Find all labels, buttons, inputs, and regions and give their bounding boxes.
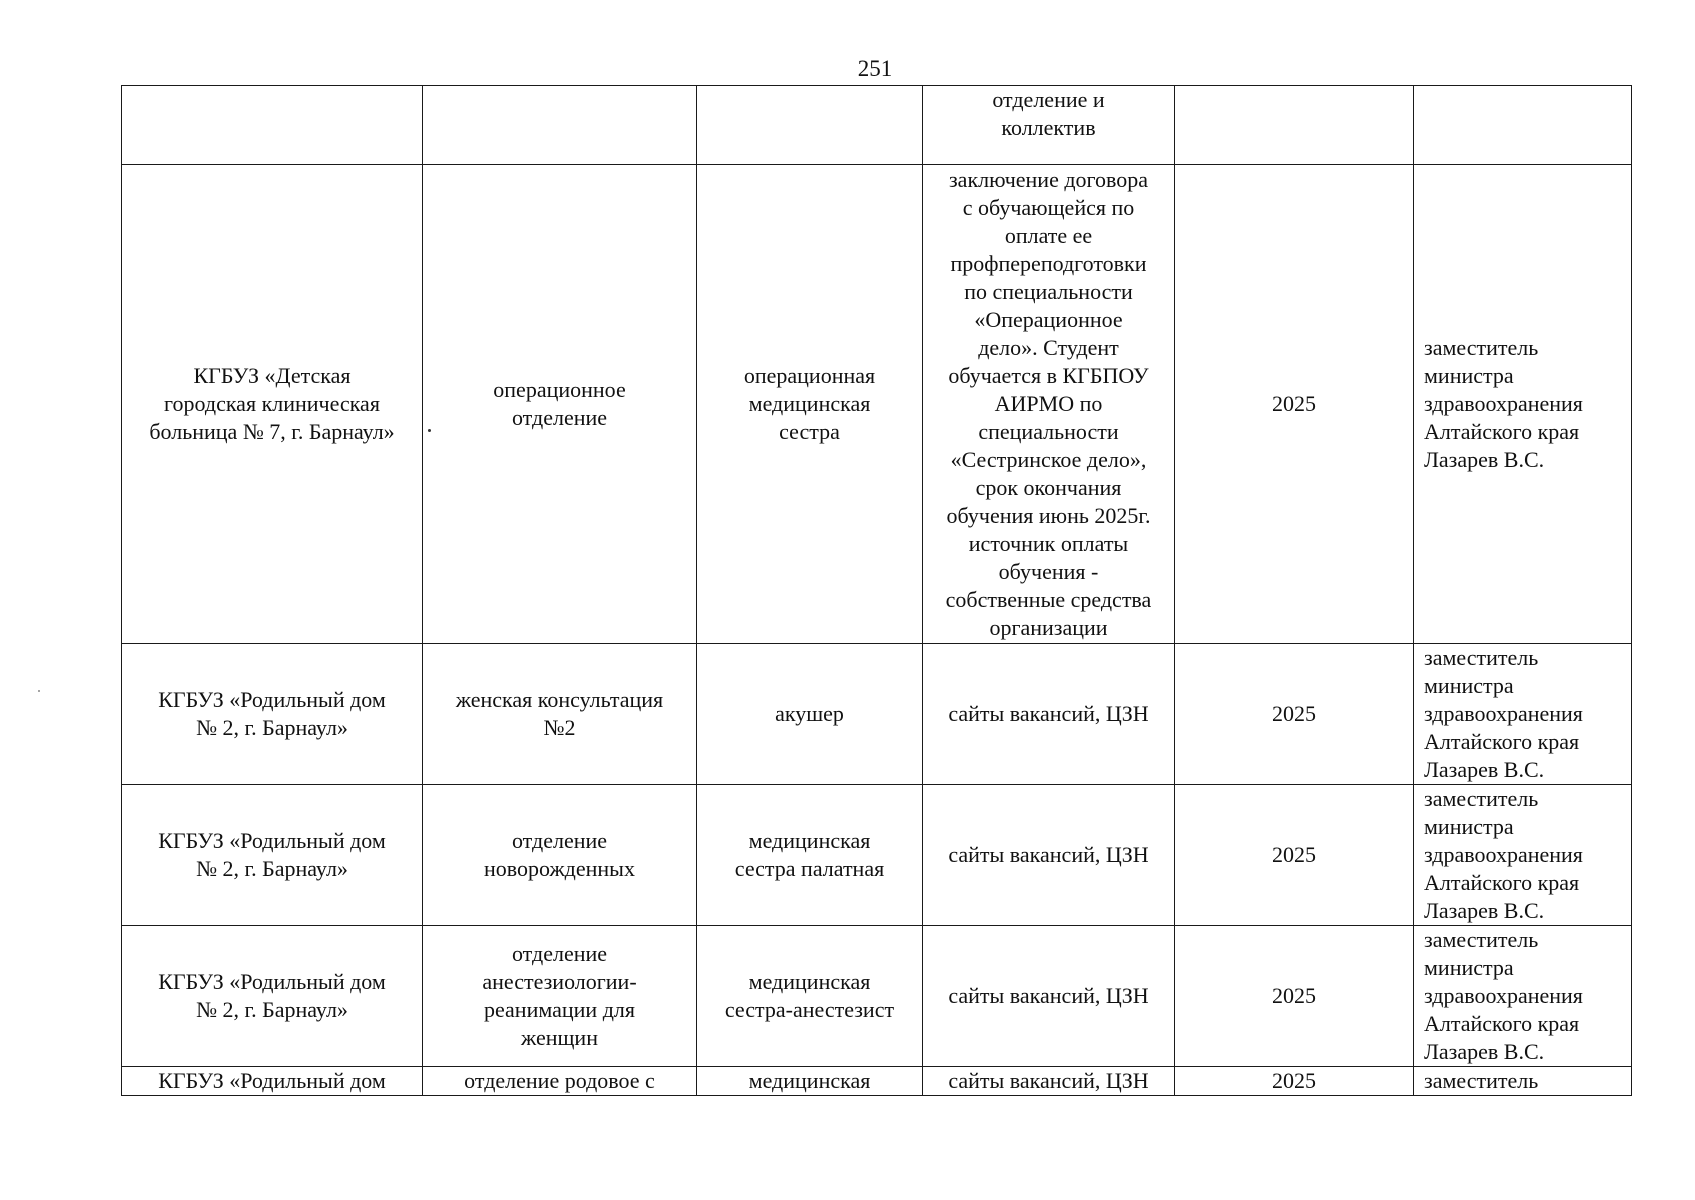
cell-responsible: заместитель министра здравоохранения Алтайского края Лазарев В.С. — [1414, 644, 1632, 785]
cell-organization: КГБУЗ «Родильный дом № 2, г. Барнаул» — [122, 926, 423, 1067]
cell-measures: заключение договора с обучающейся по оплате ее профпереподготовки по специальности «Операционное дело». Студент обучается в КГБПОУ АИРМО по специальности «Сестринское дело», срок окончания обучения июнь 2025г. источник оплаты обучения - собственные средства организации — [923, 165, 1175, 644]
cell-organization: КГБУЗ «Родильный дом — [122, 1067, 423, 1096]
cell-year: 2025 — [1175, 644, 1414, 785]
cell-year: 2025 — [1175, 1067, 1414, 1096]
scan-speck — [38, 690, 40, 692]
cell-measures: сайты вакансий, ЦЗН — [923, 926, 1175, 1067]
cell-responsible: заместитель министра здравоохранения Алтайского края Лазарев В.С. — [1414, 165, 1632, 644]
cell-position — [697, 86, 923, 165]
table-row — [122, 644, 1632, 785]
cell-position: медицинская сестра палатная — [697, 785, 923, 926]
cell-year: 2025 — [1175, 785, 1414, 926]
cell-responsible — [1414, 86, 1632, 165]
cell-division: отделение новорожденных — [423, 785, 697, 926]
scan-speck — [428, 429, 431, 432]
cell-organization: КГБУЗ «Родильный дом № 2, г. Барнаул» — [122, 644, 423, 785]
cell-division: отделение анестезиологии- реанимации для женщин — [423, 926, 697, 1067]
cell-measures: отделение и коллектив — [923, 86, 1175, 165]
cell-division — [423, 86, 697, 165]
cell-organization: КГБУЗ «Детская городская клиническая больница № 7, г. Барнаул» — [122, 165, 423, 644]
table-row — [122, 785, 1632, 926]
cell-position: операционная медицинская сестра — [697, 165, 923, 644]
cell-position: акушер — [697, 644, 923, 785]
table-row — [122, 165, 1632, 644]
cell-division: операционное отделение — [423, 165, 697, 644]
cell-measures: сайты вакансий, ЦЗН — [923, 1067, 1175, 1096]
table-row — [122, 86, 1632, 165]
cell-responsible: заместитель министра здравоохранения Алтайского края Лазарев В.С. — [1414, 785, 1632, 926]
table-row — [122, 926, 1632, 1067]
cell-position: медицинская — [697, 1067, 923, 1096]
cell-year — [1175, 86, 1414, 165]
cell-responsible: заместитель — [1414, 1067, 1632, 1096]
cell-year: 2025 — [1175, 926, 1414, 1067]
staffing-table — [121, 85, 1632, 1096]
cell-division: женская консультация №2 — [423, 644, 697, 785]
cell-organization — [122, 86, 423, 165]
cell-measures: сайты вакансий, ЦЗН — [923, 785, 1175, 926]
cell-measures: сайты вакансий, ЦЗН — [923, 644, 1175, 785]
cell-division: отделение родовое с — [423, 1067, 697, 1096]
cell-position: медицинская сестра-анестезист — [697, 926, 923, 1067]
cell-organization: КГБУЗ «Родильный дом № 2, г. Барнаул» — [122, 785, 423, 926]
cell-responsible: заместитель министра здравоохранения Алтайского края Лазарев В.С. — [1414, 926, 1632, 1067]
cell-year: 2025 — [1175, 165, 1414, 644]
page-number: 251 — [857, 56, 893, 81]
table-row — [122, 1067, 1632, 1096]
